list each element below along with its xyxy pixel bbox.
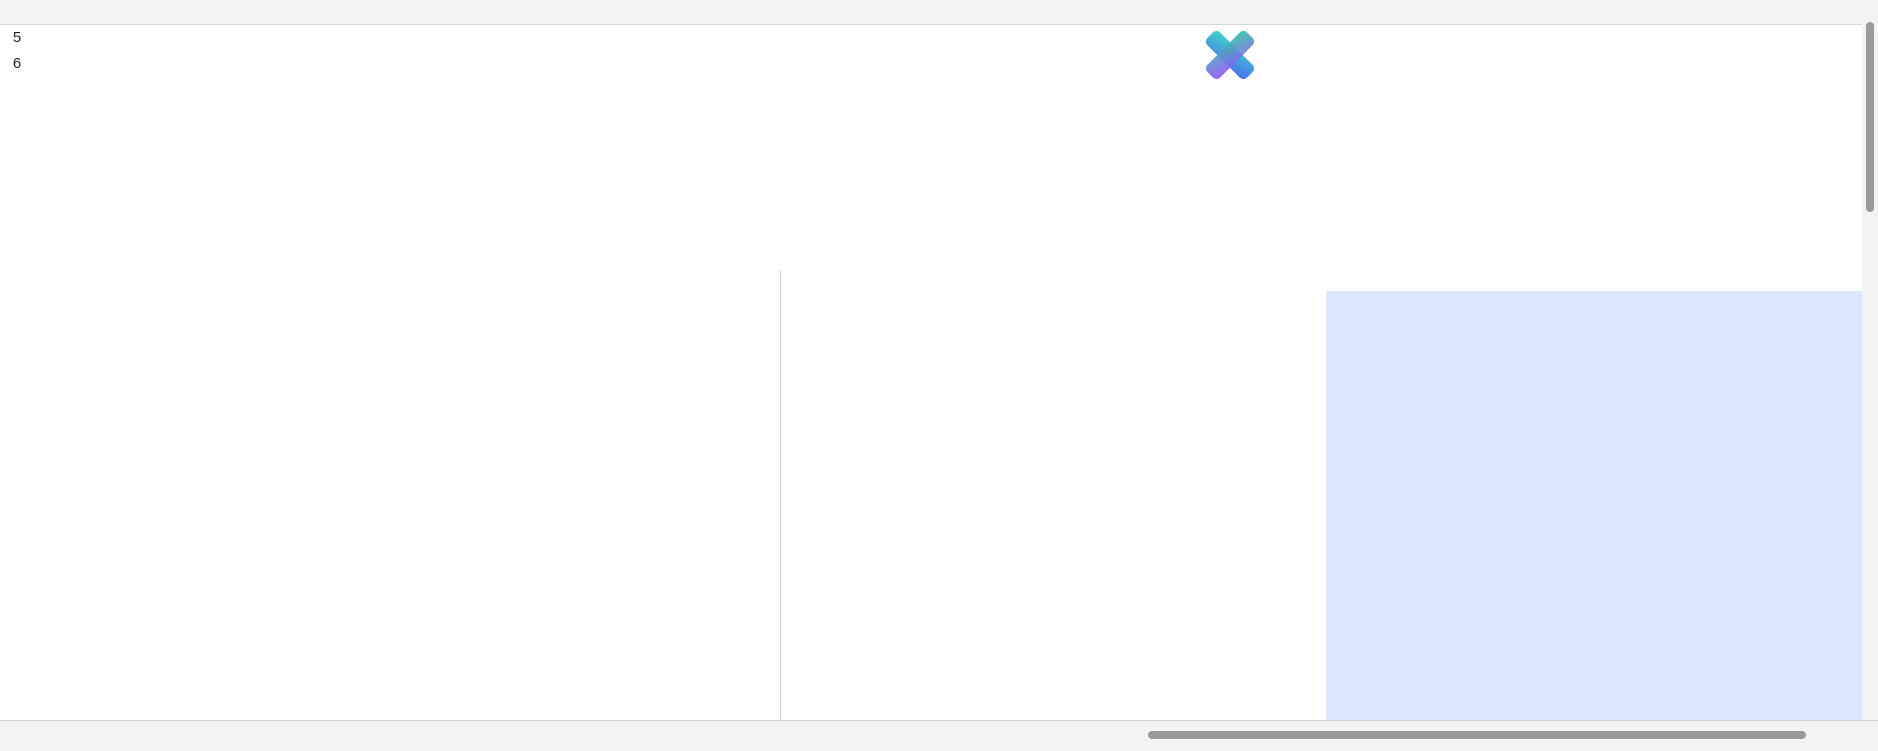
horizontal-scroll-thumb[interactable] <box>1148 731 1806 739</box>
velixo-logo <box>1194 26 1414 86</box>
vertical-scroll-thumb[interactable] <box>1866 22 1874 212</box>
row-number: 5 <box>12 29 22 46</box>
row-number: 6 <box>12 55 22 72</box>
budget-columns-shading <box>1326 291 1862 721</box>
column-separator <box>780 270 781 720</box>
column-header-bar <box>0 0 1862 25</box>
